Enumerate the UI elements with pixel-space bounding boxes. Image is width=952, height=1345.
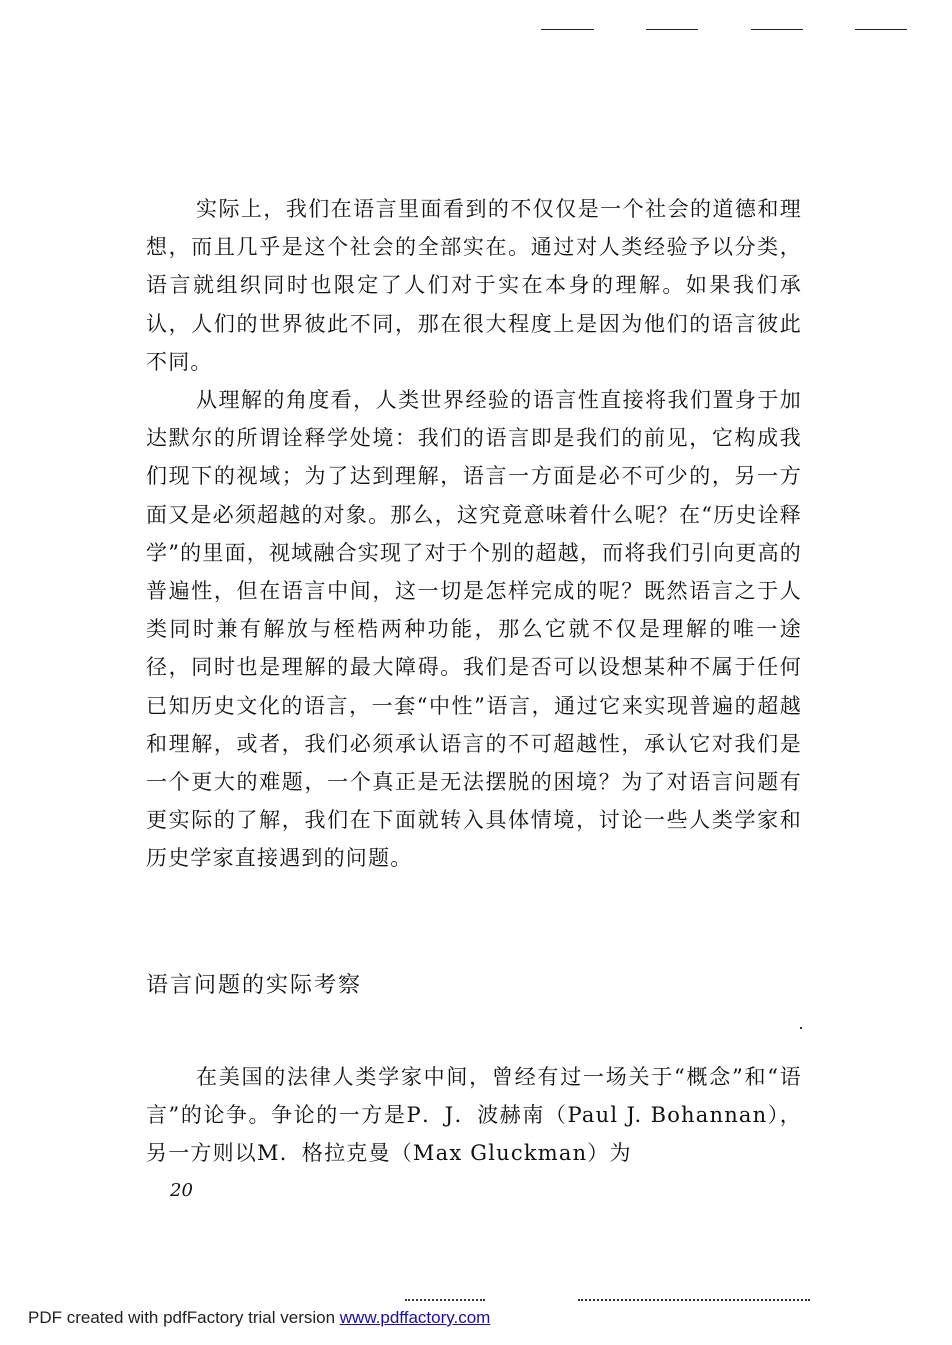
section-body xyxy=(146,1058,802,1173)
page-number: 20 xyxy=(170,1180,193,1201)
body-text xyxy=(146,190,802,878)
header-rule-1 xyxy=(541,29,594,30)
section-heading: 语言问题的实际考察 xyxy=(146,973,363,998)
pdf-footer xyxy=(28,1308,490,1328)
scan-artifact-right xyxy=(578,1299,810,1301)
header-rule-4 xyxy=(855,29,907,30)
scan-artifact-left xyxy=(405,1299,485,1301)
section-paragraph: 在美国的法律人类学家中间，曾经有过一场关于“概念”和“语言”的论争。争论的一方是P．J．波赫南（Paul J. Bohannan），另一方则以M．格拉克曼（Max Gluckman）为 xyxy=(146,1065,802,1166)
body-paragraph-1: 实际上，我们在语言里面看到的不仅仅是一个社会的道德和理想，而且几乎是这个社会的全部实在。通过对人类经验予以分类，语言就组织同时也限定了人们对于实在本身的理解。如果我们承认，人们的世界彼此不同，那在很大程度上是因为他们的语言彼此不同。 xyxy=(146,197,802,374)
footer-link[interactable]: www.pdffactory.com xyxy=(339,1308,491,1327)
scan-speck xyxy=(800,1027,802,1029)
footer-text: PDF created with pdfFactory trial version xyxy=(28,1308,340,1327)
body-paragraph-2: 从理解的角度看，人类世界经验的语言性直接将我们置身于加达默尔的所谓诠释学处境：我们的语言即是我们的前见，它构成我们现下的视域；为了达到理解，语言一方面是必不可少的，另一方面又是必须超越的对象。那么，这究竟意味着什么呢？在“历史诠释学”的里面，视域融合实现了对于个别的超越，而将我们引向更高的普遍性，但在语言中间，这一切是怎样完成的呢？既然语言之于人类同时兼有解放与桎梏两种功能，那么它就不仅是理解的唯一途径，同时也是理解的最大障碍。我们是否可以设想某种不属于任何已知历史文化的语言，一套“中性”语言，通过它来实现普遍的超越和理解，或者，我们必须承认语言的不可超越性，承认它对我们是一个更大的难题，一个真正是无法摆脱的困境？为了对语言问题有更实际的了解，我们在下面就转入具体情境，讨论一些人类学家和历史学家直接遇到的问题。 xyxy=(146,388,802,871)
header-rule-3 xyxy=(751,29,803,30)
header-rule-2 xyxy=(646,29,698,30)
